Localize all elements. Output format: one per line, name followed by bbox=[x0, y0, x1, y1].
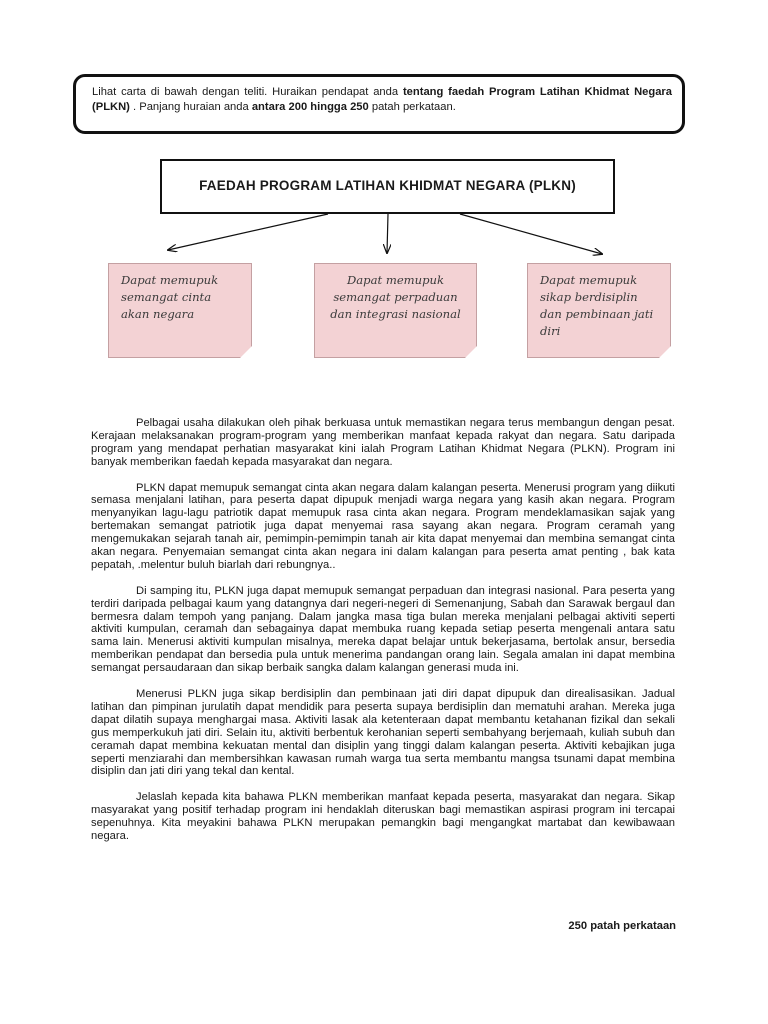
arrow-left bbox=[168, 214, 328, 250]
essay-paragraph-3: Menerusi PLKN juga sikap berdisiplin dan pembinaan jati diri dapat dipupuk dan direalisasikan. Jadual latihan dan pimpinan jurulatih dapat mendidik para peserta supaya berdisiplin dan mematuhi arahan. Mereka juga dapat dilatih supaya menghargai masa. Aktiviti lasak ala ketenteraan dapat membantu ketahanan fizikal dan sekali gus memperkukuh jati diri. Selain itu, aktiviti berbentuk kerohanian seperti sembahyang berjemaah, kuliah subuh dan ceramah dapat membina kekuatan mental dan disiplin yang tinggi dalam kalangan peserta. Aktiviti kebajikan juga seperti menziarahi dan membersihkan kawasan rumah warga tua serta membantu mangsa tsunami dapat membina disiplin dan jati diri yang tekal dan kental. bbox=[91, 687, 675, 778]
essay-paragraph-1: PLKN dapat memupuk semangat cinta akan negara dalam kalangan peserta. Menerusi program yang diikuti semasa menjalani latihan, para peserta dapat dipupuk menjadi warga negara yang kasih akan negara. Program menyanyikan lagu-lagu patriotik dapat memupuk rasa cinta akan negara. Program mendeklamasikan sajak yang bertemakan semangat patriotik juga dapat menyemai rasa sayang akan negara. Program ceramah yang mengemukakan sejarah tanah air, pemimpin-pemimpin tanah air kita dapat menyemai dan membina semangat cinta akan negara. Penyemaian semangat cinta akan negara ini dalam kalangan para peserta amat penting , bak kata pepatah, .melentur buluh biarlah dari rebungnya.. bbox=[91, 481, 675, 571]
essay-paragraph-2: Di samping itu, PLKN juga dapat memupuk semangat perpaduan dan integrasi nasional. Para peserta yang terdiri daripada pelbagai kaum yang datangnya dari negeri-negeri di Semenanjung, Sabah dan Sarawak bergaul dan bermesra dalam tempoh yang panjang. Dalam jangka masa tiga bulan mereka menjalani pelbagai aktiviti seperti aktiviti kumpulan, ceramah dan sebagainya dapat membuka ruang kepada setiap peserta mengenali antara satu sama lain. Menerusi aktiviti kumpulan misalnya, mereka dapat belajar untuk bekerjasama, bertolak ansur, bersedia memberikan pendapat dan bersedia pula untuk menerima pandangan orang lain. Segala amalan ini dapat membina semangat persaudaraan dan sikap berbaik sangka dalam kalangan generasi muda ini. bbox=[91, 584, 675, 675]
instruction-text-3: patah perkataan. bbox=[368, 100, 456, 113]
instruction-text: Lihat carta di bawah dengan teliti. Huraikan pendapat anda bbox=[92, 86, 403, 98]
note-cinta-negara bbox=[108, 263, 252, 358]
instruction-text-2: . Panjang huraian anda bbox=[129, 100, 252, 113]
note-perpaduan bbox=[314, 263, 477, 358]
essay-paragraph-conclusion: Jelaslah kepada kita bahawa PLKN memberikan manfaat kepada peserta, masyarakat dan negara. Sikap masyarakat yang positif terhadap program ini hendaklah diteruskan bagi memastikan aspirasi program ini tercapai sepenuhnya. Kita meyakini bahawa PLKN merupakan pemangkin bagi mengangkat martabat dan kewibawaan negara. bbox=[91, 791, 675, 842]
instruction-emphasis-topic: tentang faedah Program Latihan Khidmat Negara (PLKN) bbox=[92, 86, 673, 113]
note-text: Dapat memupuk semangat perpaduan dan integrasi nasional bbox=[330, 273, 461, 321]
arrow-center bbox=[387, 214, 388, 253]
diagram-title: FAEDAH PROGRAM LATIHAN KHIDMAT NEGARA (PLKN) bbox=[199, 178, 576, 193]
instruction-emphasis-length: antara 200 hingga 250 bbox=[251, 100, 369, 113]
note-text: Dapat memupuk sikap berdisiplin dan pembinaan jati diri bbox=[540, 273, 654, 338]
note-fold bbox=[465, 346, 477, 358]
essay-paragraph-intro: Pelbagai usaha dilakukan oleh pihak berkuasa untuk memastikan negara terus membangun dengan pesat. Kerajaan melaksanakan program-program yang memberikan manfaat kepada rakyat dan negara. Satu daripada program yang mendapat perhatian masyarakat kini ialah Program Latihan Khidmat Negara (PLKN). Program ini banyak memberikan faedah kepada masyarakat dan negara. bbox=[91, 417, 675, 468]
note-text: Dapat memupuk semangat cinta akan negara bbox=[121, 273, 219, 321]
essay-body bbox=[91, 417, 675, 856]
note-disiplin bbox=[527, 263, 671, 358]
arrow-right bbox=[460, 214, 602, 254]
note-fold bbox=[240, 346, 252, 358]
note-fold bbox=[659, 346, 671, 358]
word-count: 250 patah perkataan bbox=[568, 920, 676, 932]
